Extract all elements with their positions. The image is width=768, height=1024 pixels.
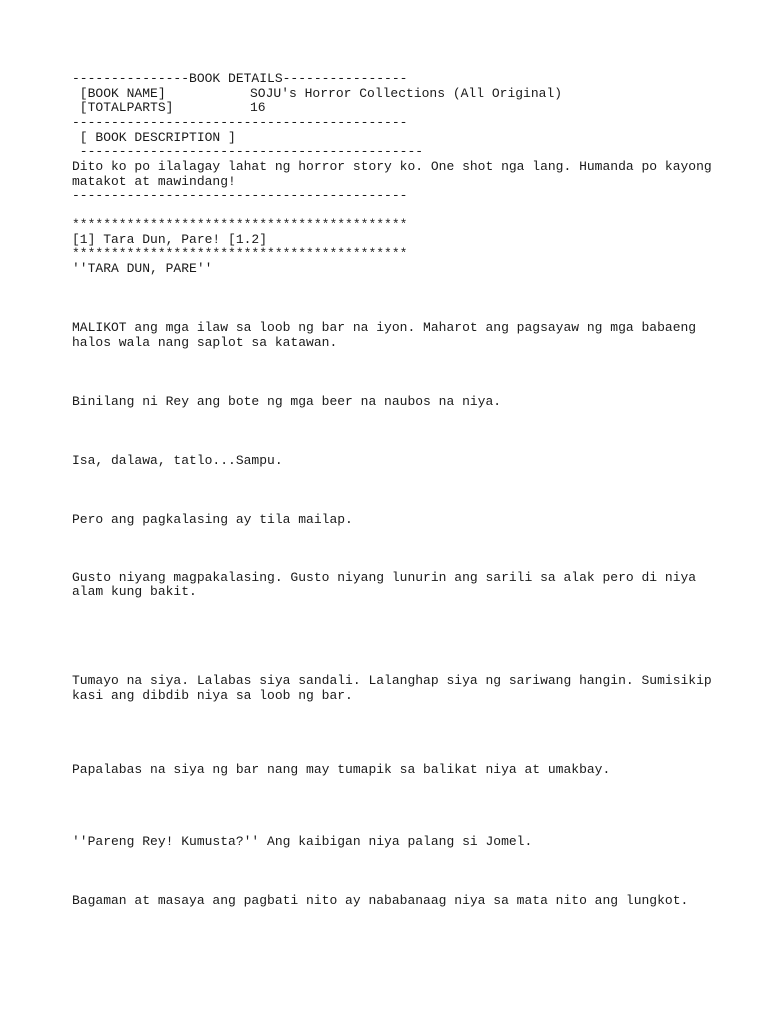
book-details-header: ---------------BOOK DETAILS---------------- (72, 71, 408, 86)
total-parts-label: [TOTALPARTS] (72, 100, 174, 115)
chapter-heading: ''TARA DUN, PARE'' (72, 261, 213, 276)
description-separator: -------------------------------------------- (72, 144, 424, 159)
description-line-1: Dito ko po ilalagay lahat ng horror story ko. One shot nga lang. Humanda po kayong (72, 159, 712, 174)
description-header: [ BOOK DESCRIPTION ] (72, 130, 236, 145)
details-separator: ------------------------------------------- (72, 115, 408, 130)
story-paragraph-6-line-2: kasi ang dibdib niya sa loob ng bar. (72, 688, 353, 703)
story-paragraph-4: Pero ang pagkalasing ay tila mailap. (72, 512, 353, 527)
chapter-title: [1] Tara Dun, Pare! [1.2] (72, 232, 268, 247)
story-paragraph-6-line-1: Tumayo na siya. Lalabas siya sandali. Lalanghap siya ng sariwang hangin. Sumisikip (72, 673, 712, 688)
story-paragraph-7: Papalabas na siya ng bar nang may tumapik sa balikat niya at umakbay. (72, 762, 611, 777)
description-line-2: matakot at mawindang! (72, 174, 236, 189)
story-paragraph-2: Binilang ni Rey ang bote ng mga beer na naubos na niya. (72, 394, 502, 409)
story-paragraph-3: Isa, dalawa, tatlo...Sampu. (72, 453, 283, 468)
story-paragraph-5-line-2: alam kung bakit. (72, 584, 197, 599)
chapter-stars-bottom: ******************************************* (72, 246, 408, 261)
story-paragraph-5-line-1: Gusto niyang magpakalasing. Gusto niyang lunurin ang sarili sa alak pero di niya (72, 570, 697, 585)
story-paragraph-1-line-1: MALIKOT ang mga ilaw sa loob ng bar na iyon. Maharot ang pagsayaw ng mga babaeng (72, 320, 697, 335)
book-name-value: SOJU's Horror Collections (All Original) (250, 86, 563, 101)
book-name-label: [BOOK NAME] (72, 86, 166, 101)
story-paragraph-8: ''Pareng Rey! Kumusta?'' Ang kaibigan niya palang si Jomel. (72, 834, 533, 849)
total-parts-value: 16 (250, 100, 266, 115)
story-paragraph-1-line-2: halos wala nang saplot sa katawan. (72, 335, 338, 350)
story-paragraph-9: Bagaman at masaya ang pagbati nito ay nababanaag niya sa mata nito ang lungkot. (72, 893, 689, 908)
chapter-stars-top: ******************************************* (72, 217, 408, 232)
description-end-separator: ------------------------------------------- (72, 188, 408, 203)
